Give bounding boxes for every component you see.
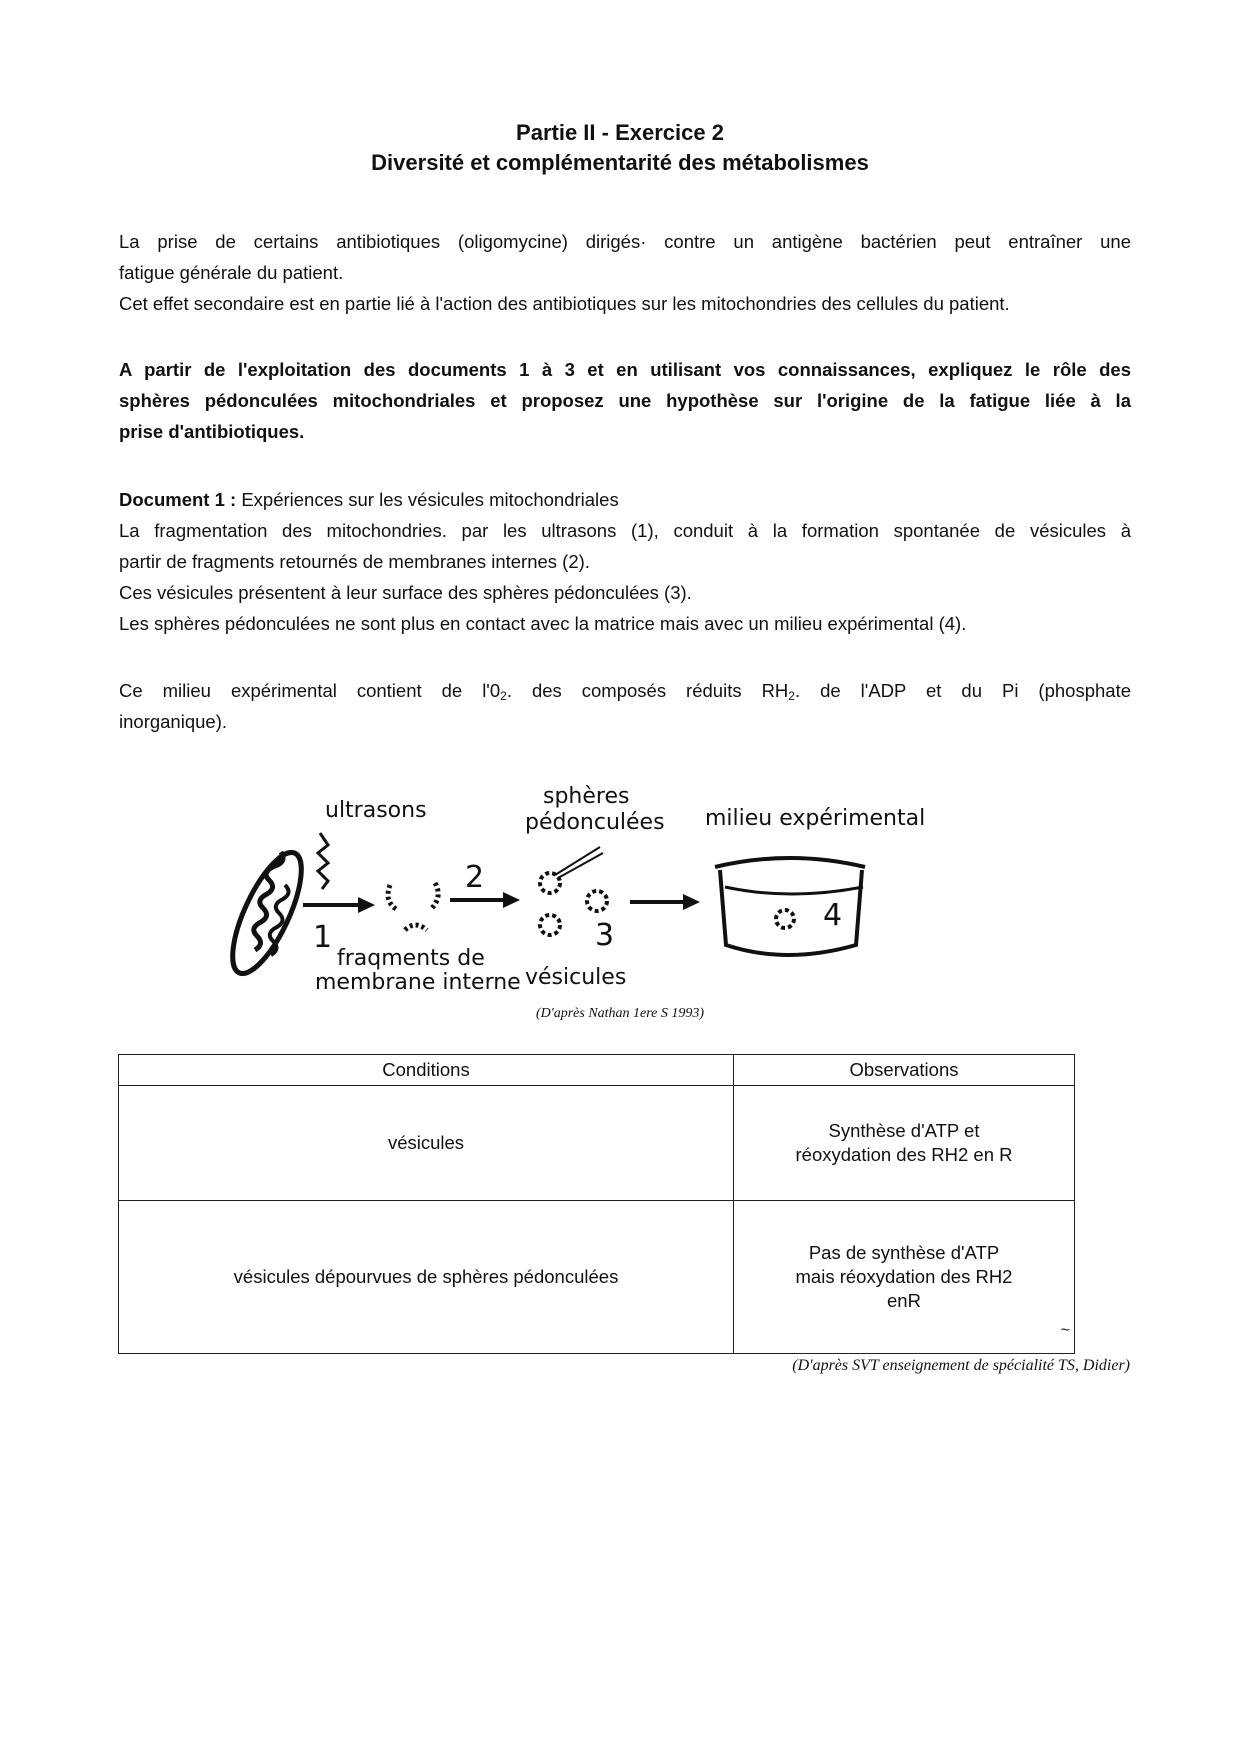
pointer-lines-icon [555,847,603,878]
document1-heading [119,484,1131,515]
step-number-2: 2 [465,860,485,895]
intro-line: Cet effet secondaire est en partie lié à l'action des antibiotiques sur les mitochondries des cellules du patient. [119,293,1010,314]
document1-line: Les sphères pédonculées ne sont plus en contact avec la matrice mais avec un milieu expérimental (4). [119,613,967,634]
label-spheres-line1: sphères [543,784,630,809]
document1-line: partir de fragments retournés de membranes internes (2). [119,551,590,572]
table-row [119,1086,1075,1201]
question-line: sphères pédonculées mitochondriales et proposez une hypothèse sur l'origine de la fatigue liée à la [119,390,1131,411]
arrow-3-icon [630,894,700,910]
question-paragraph [119,354,1131,447]
intro-line: fatigue générale du patient. [119,262,344,283]
label-fragments-line2: membrane interne [315,970,521,995]
figure-source: (D'après Nathan 1ere S 1993) [535,1006,705,1021]
arrow-1-icon [303,897,375,913]
medium-text: . des composés réduits RH [506,680,789,701]
arrow-2-icon [450,892,520,908]
question-line: prise d'antibiotiques. [119,421,305,442]
label-ultrasons: ultrasons [325,798,427,823]
label-milieu: milieu expérimental [705,806,926,831]
subscript: 2 [788,689,795,703]
observation-line: mais réoxydation des RH2 [795,1266,1013,1287]
question-line: A partir de l'exploitation des documents 1 à 3 et en utilisant vos connaissances, expliquez le rôle des [119,359,1131,380]
observation-cell [734,1086,1075,1201]
label-spheres-line2: pédonculées [525,810,665,835]
header-observations: Observations [734,1055,1075,1086]
membrane-fragments-icon [388,883,438,930]
document1-label: Document 1 : [119,489,237,510]
header-conditions: Conditions [119,1055,734,1086]
intro-line: La prise de certains antibiotiques (oligomycine) dirigés· contre un antigène bactérien peut entraîner une [119,231,1131,252]
document1-heading-text: Expériences sur les vésicules mitochondriales [236,489,619,510]
step-number-3: 3 [595,918,615,953]
step-number-4: 4 [823,898,843,933]
subscript: 2 [500,689,507,703]
label-fragments-line1: fraqments de [337,946,485,971]
condition-cell: vésicules dépourvues de sphères pédonculées [119,1201,734,1354]
label-vesicules: vésicules [525,965,627,990]
medium-text: . de l'ADP et du Pi (phosphate [794,680,1131,701]
experiment-figure [225,775,1025,1000]
table-header-row [119,1055,1075,1086]
condition-cell: vésicules [119,1086,734,1201]
exercise-title: Partie II - Exercice 2 [516,120,724,145]
intro-paragraph [119,226,1131,319]
experiment-diagram [225,775,1025,1000]
mitochondrion-icon [225,844,315,982]
document1-line: Ces vésicules présentent à leur surface des sphères pédonculées (3). [119,582,692,603]
table-row [119,1201,1075,1354]
ultrasound-zigzag-icon [318,833,328,889]
beaker-icon [715,858,865,955]
medium-line: inorganique). [119,711,227,732]
table-source: (D'après SVT enseignement de spécialité TS, Didier) [792,1357,1130,1374]
observation-line: Synthèse d'ATP et [828,1120,980,1141]
medium-text: Ce milieu expérimental contient de l'0 [119,680,501,701]
observation-cell [734,1201,1075,1354]
medium-paragraph [119,675,1131,737]
observation-line: Pas de synthèse d'ATP [808,1242,1000,1263]
observation-line: réoxydation des RH2 en R [795,1144,1013,1165]
document1-line: La fragmentation des mitochondries. par les ultrasons (1), conduit à la formation spontanée de vésicules à [119,520,1131,541]
step-number-1: 1 [313,920,333,955]
observation-line: enR [887,1290,921,1311]
exercise-subtitle: Diversité et complémentarité des métabolismes [371,150,869,175]
medium-line [119,675,1131,706]
tilde-mark: ~ [1060,1322,1070,1339]
document1-paragraph [119,484,1131,639]
observations-table [118,1054,1075,1354]
